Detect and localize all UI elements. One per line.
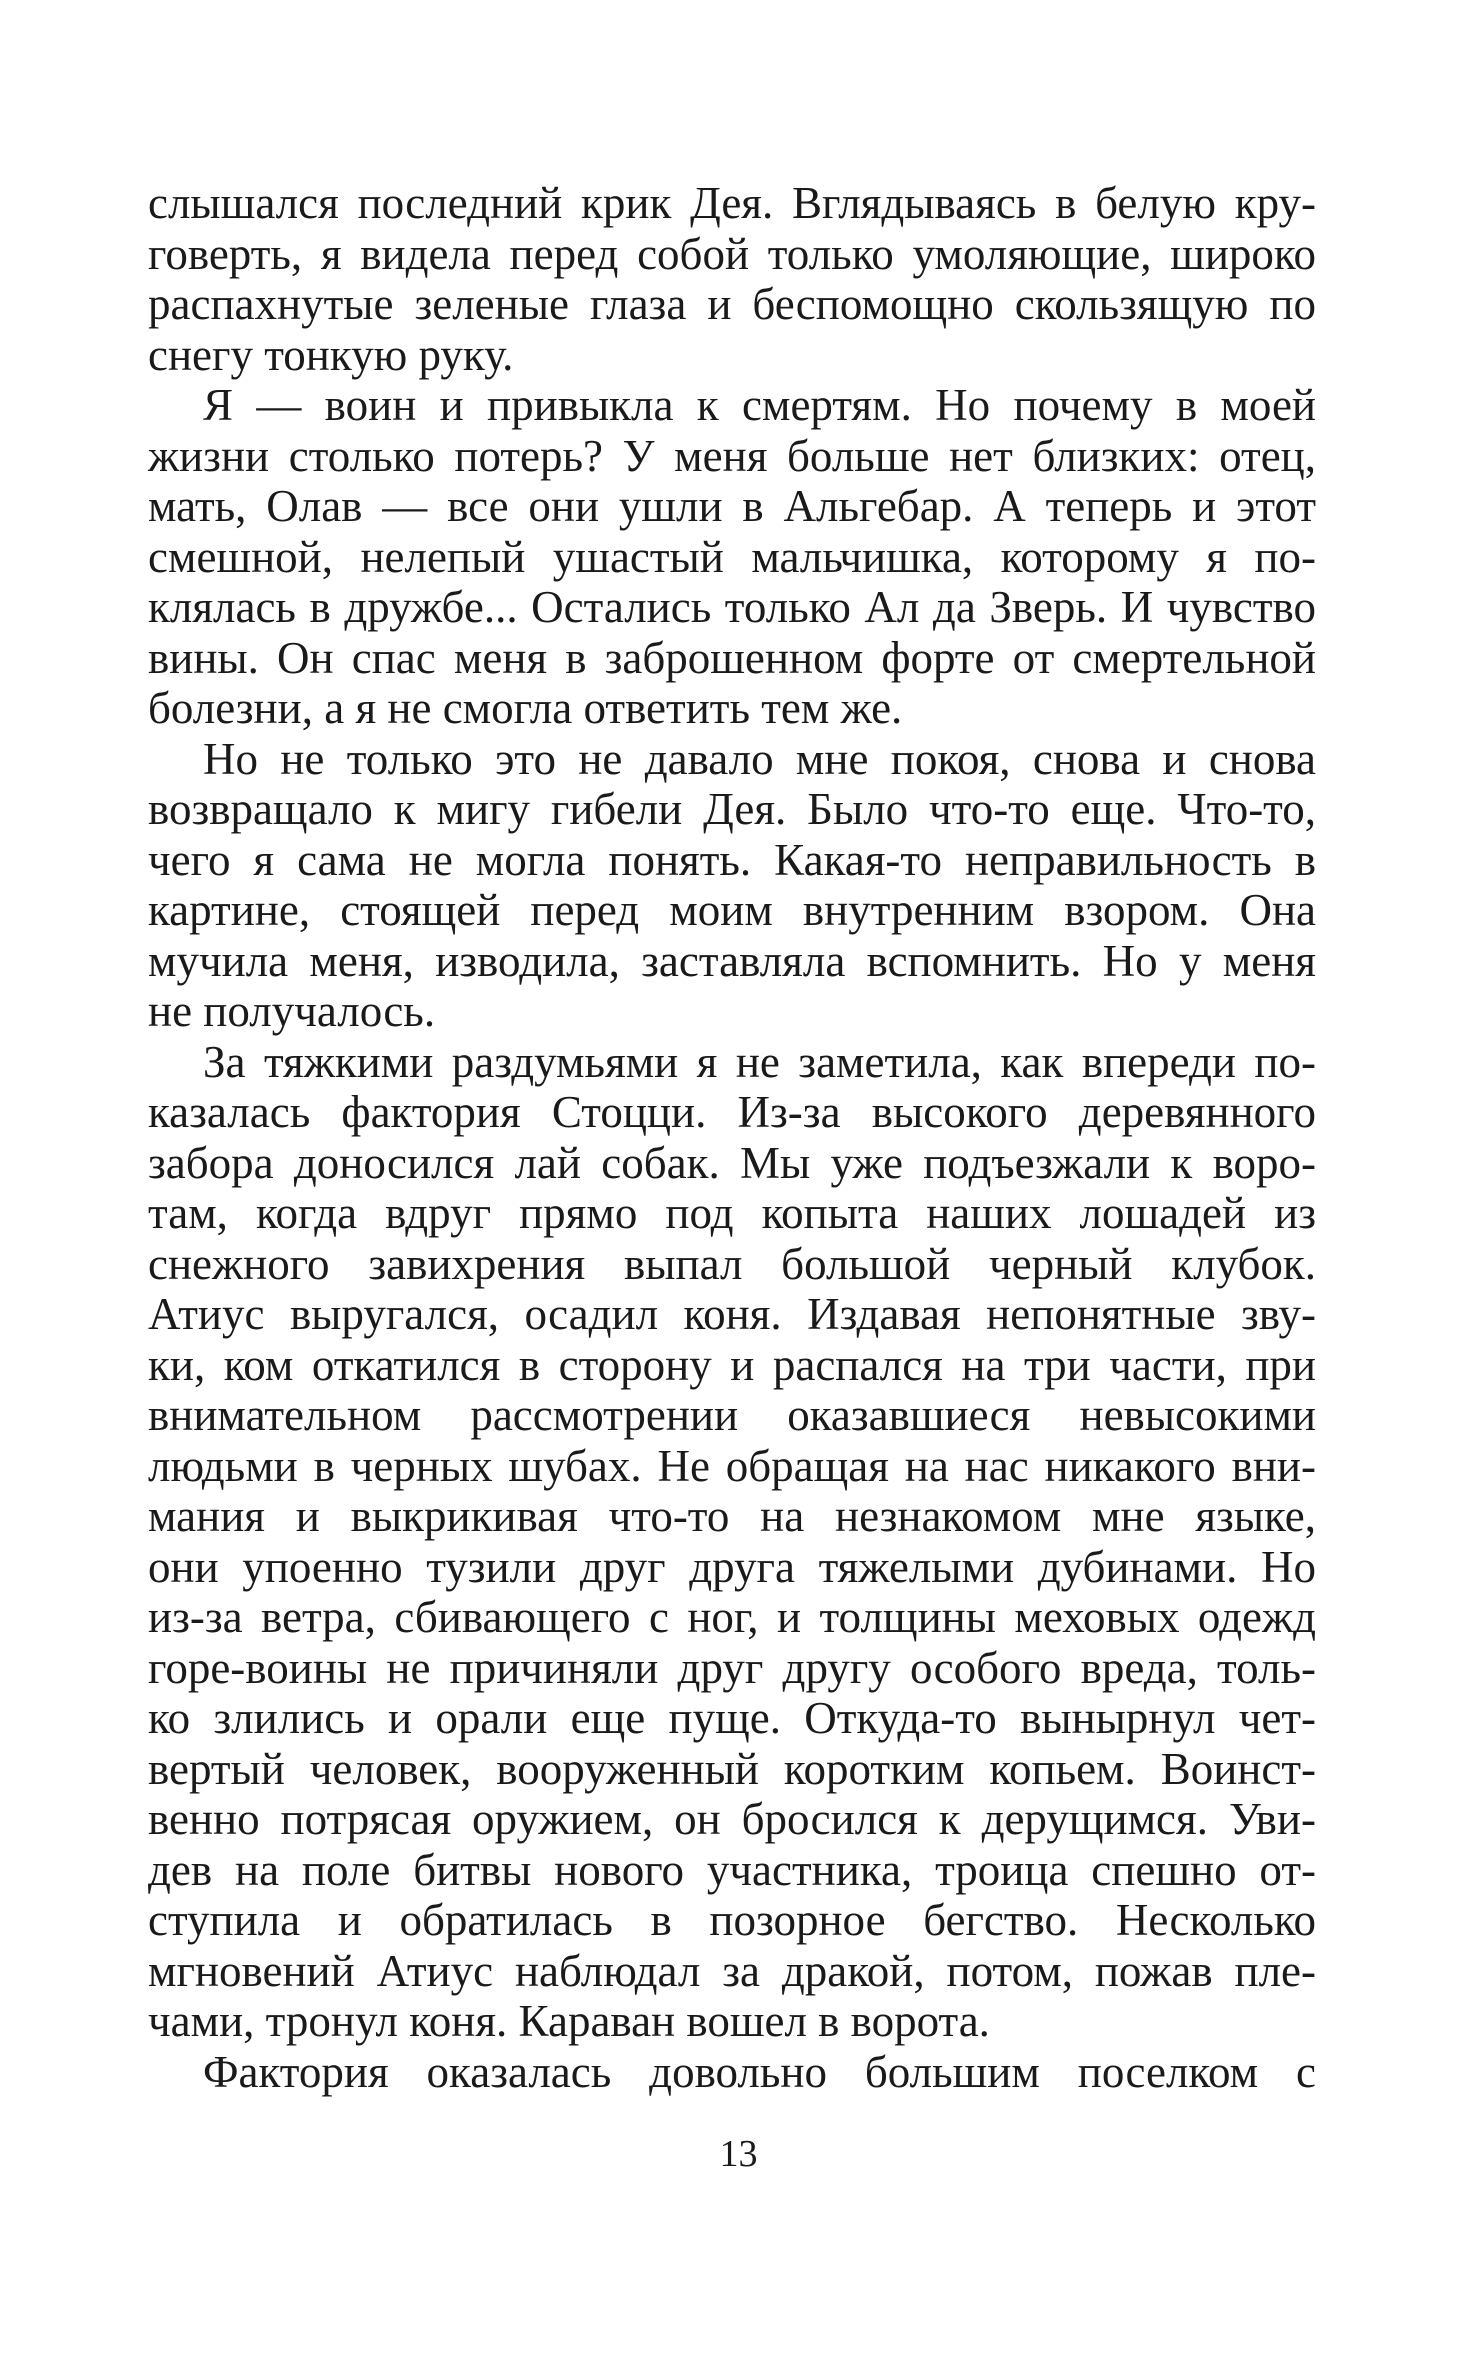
text-line: мания и выкрикивая что-то на незнакомом мне языке, xyxy=(148,1491,1316,1541)
text-line: вертый человек, вооруженный коротким копьем. Воинст- xyxy=(148,1743,1316,1794)
text-line: ступила и обратилась в позорное бегство. Несколько xyxy=(148,1895,1316,1945)
text-line: мать, Олав — все они ушли в Альгебар. А теперь и этот xyxy=(148,481,1316,531)
text-line: мучила меня, изводила, заставляла вспомнить. Но у меня xyxy=(148,935,1316,986)
text-line: За тяжкими раздумьями я не заметила, как впереди по- xyxy=(203,1036,1316,1087)
text-line: картине, стоящей перед моим внутренним взором. Она xyxy=(148,885,1316,935)
text-line: Фактория оказалась довольно большим поселком с xyxy=(203,2046,1316,2097)
text-line: казалась фактория Стоцци. Из-за высокого деревянного xyxy=(148,1087,1316,1137)
text-line: из-за ветра, сбивающего с ног, и толщины меховых одежд xyxy=(148,1592,1316,1642)
page-number: 13 xyxy=(719,2133,758,2175)
text-line: не получалось. xyxy=(148,986,436,1036)
text-line: слышался последний крик Дея. Вглядываясь в белую кру- xyxy=(148,178,1316,228)
text-line: клялась в дружбе... Остались только Ал да Зверь. И чувство xyxy=(148,582,1316,632)
text-line: забора доносился лай собак. Мы уже подъезжали к воро- xyxy=(148,1137,1316,1188)
text-line: внимательном рассмотрении оказавшиеся невысокими xyxy=(148,1390,1316,1440)
text-line: там, когда вдруг прямо под копыта наших лошадей из xyxy=(148,1188,1316,1238)
text-line: жизни столько потерь? У меня больше нет близких: отец, xyxy=(148,430,1316,481)
text-line: ко злились и орали еще пуще. Откуда-то вынырнул чет- xyxy=(148,1693,1316,1743)
text-line: снежного завихрения выпал большой черный клубок. xyxy=(148,1238,1316,1289)
text-line: они упоенно тузили друг друга тяжелыми дубинами. Но xyxy=(148,1541,1316,1592)
text-line: смешной, нелепый ушастый мальчишка, которому я по- xyxy=(148,531,1316,582)
text-line: ки, ком откатился в сторону и распался на три части, при xyxy=(148,1339,1316,1390)
paragraph xyxy=(148,734,1316,1037)
paragraph xyxy=(148,1037,1316,2047)
text-line: болезни, а я не смогла ответить тем же. xyxy=(148,683,903,733)
paragraph xyxy=(148,178,1316,380)
text-line: венно потрясая оружием, он бросился к дерущимся. Уви- xyxy=(148,1794,1316,1844)
text-line: Атиус выругался, осадил коня. Издавая непонятные зву- xyxy=(148,1289,1316,1339)
text-line: распахнутые зеленые глаза и беспомощно скользящую по xyxy=(148,279,1316,329)
text-line: людьми в черных шубах. Не обращая на нас никакого вни- xyxy=(148,1440,1316,1491)
text-line: Я — воин и привыкла к смертям. Но почему в моей xyxy=(203,380,1316,430)
page-body-text xyxy=(148,178,1316,2097)
paragraph xyxy=(148,380,1316,734)
text-line: чего я сама не могла понять. Какая-то неправильность в xyxy=(148,834,1316,885)
text-line: чами, тронул коня. Караван вошел в ворота. xyxy=(148,1996,990,2046)
text-line: вины. Он спас меня в заброшенном форте от смертельной xyxy=(148,632,1316,683)
text-line: снегу тонкую руку. xyxy=(148,329,514,380)
text-line: дев на поле битвы нового участника, троица спешно от- xyxy=(148,1844,1316,1895)
text-line: Но не только это не давало мне покоя, снова и снова xyxy=(203,733,1316,784)
text-line: мгновений Атиус наблюдал за дракой, потом, пожав пле- xyxy=(148,1945,1316,1996)
text-line: возвращало к мигу гибели Дея. Было что-то еще. Что-то, xyxy=(148,784,1316,834)
text-line: горе-воины не причиняли друг другу особого вреда, толь- xyxy=(148,1642,1316,1693)
paragraph xyxy=(148,2047,1316,2098)
text-line: говерть, я видела перед собой только умоляющие, широко xyxy=(148,228,1316,279)
